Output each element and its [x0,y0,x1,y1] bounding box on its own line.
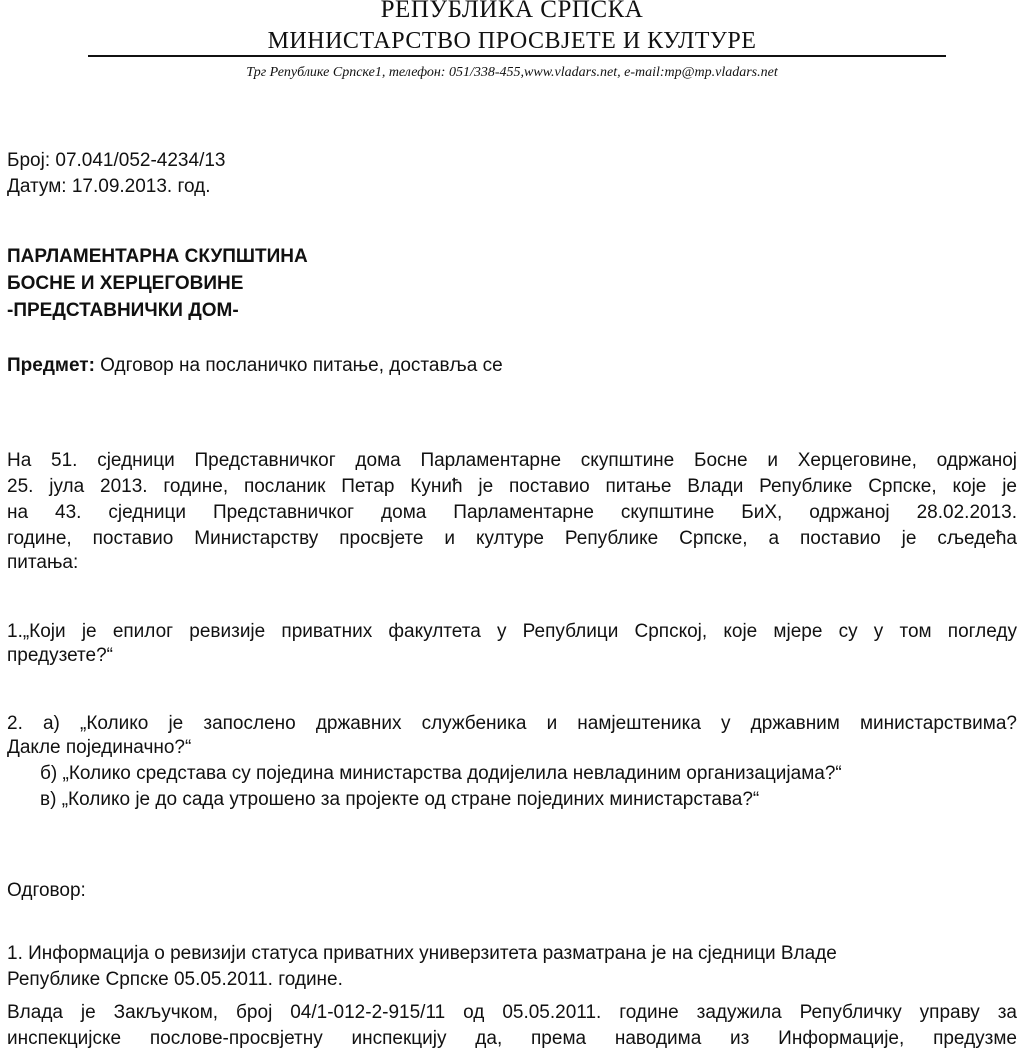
subject-line [7,355,503,377]
reference-number: Број: 07.041/052-4234/13 [7,150,226,171]
question-2b: б) „Колико средстава су поједина министарства додијелила невладиним организацијама?“ [40,763,842,784]
letterhead-republic: РЕПУБЛИКА СРПСКА [380,0,644,23]
intro-line-3: на 43. сједници Представничког дома Парламентарне скупштине БиХ, одржаној 28.02.2013. [7,502,1017,523]
question-1-line-2: предузете?“ [7,645,113,666]
answer-line-4: инспекцијске послове-просвјетну инспекцију да, према наводима из Информације, предузме [7,1028,1017,1049]
answer-line-2: Републике Српске 05.05.2011. године. [7,969,343,990]
reference-date: Датум: 17.09.2013. год. [7,176,211,197]
letterhead-contact: Трг Републике Српске1, телефон: 051/338-455,www.vladars.net, e-mail:mp@mp.vladars.net [246,65,778,80]
answer-line-1: 1. Информација о ревизији статуса приватних универзитета разматрана је на сједници Владе [7,943,837,964]
question-1-line-1: 1.„Који је епилог ревизије приватних факултета у Републици Српској, које мјере су у том погледу [7,621,1017,642]
question-2a-line-2: Дакле појединачно?“ [7,737,192,758]
intro-line-5: питања: [7,552,79,573]
subject-label: Предмет: [7,355,95,376]
letterhead-rule [88,55,946,57]
intro-line-4: године, поставио Министарству просвјете и културе Републике Српске, а поставио је сљедећа [7,528,1017,549]
question-2a-line-1: 2. а) „Колико је запослено државних службеника и намјештеника у државним министарствима? [7,713,1017,734]
subject-text: Одговор на посланичко питање, доставља се [94,355,503,376]
recipient-line-3: -ПРЕДСТАВНИЧКИ ДОМ- [7,300,239,321]
answer-line-3: Влада је Закључком, број 04/1-012-2-915/11 од 05.05.2011. године задужила Републичку управу за [7,1002,1017,1023]
intro-line-1: На 51. сједници Представничког дома Парламентарне скупштине Босне и Херцеговине, одржаној [7,450,1017,471]
recipient-line-1: ПАРЛАМЕНТАРНА СКУПШТИНА [7,246,308,267]
recipient-line-2: БОСНЕ И ХЕРЦЕГОВИНЕ [7,273,244,294]
question-2c: в) „Колико је до сада утрошено за пројекте од стране појединих министарстава?“ [40,789,760,810]
answer-label: Одговор: [7,880,86,901]
letterhead-ministry: МИНИСТАРСТВО ПРОСВЈЕТЕ И КУЛТУРЕ [267,28,757,54]
intro-line-2: 25. јула 2013. године, посланик Петар Кунић је поставио питање Влади Републике Српске, које је [7,476,1017,497]
